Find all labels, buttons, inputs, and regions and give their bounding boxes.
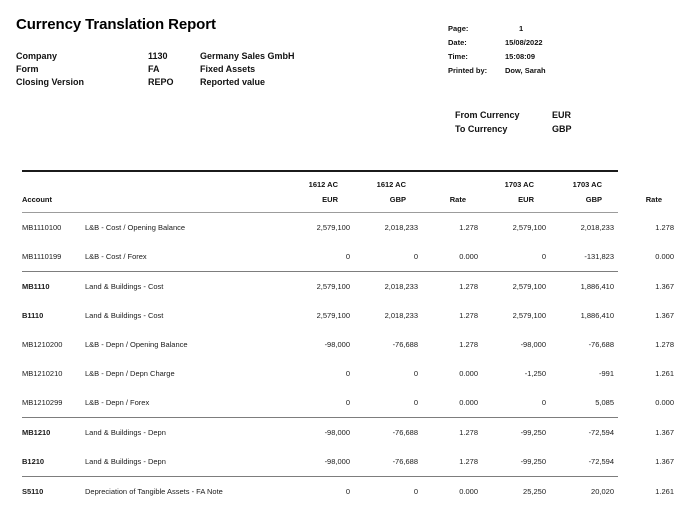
cell-value: 5,085 xyxy=(595,398,614,407)
table-row xyxy=(22,388,674,417)
cell-value: 1.278 xyxy=(459,282,478,291)
cell-value: -98,000 xyxy=(324,457,350,466)
table-header xyxy=(22,172,662,212)
cell-value: 2,579,100 xyxy=(512,311,546,320)
currency-label: From Currency xyxy=(455,110,520,120)
metadata-row xyxy=(448,22,546,36)
cell-account-description: L&B - Depn / Depn Charge xyxy=(85,369,175,378)
report-metadata xyxy=(448,22,546,78)
cell-value: 0.000 xyxy=(655,398,674,407)
cell-value: -131,823 xyxy=(584,252,614,261)
cell-value: 20,020 xyxy=(591,487,614,496)
cell-account-code: MB1210299 xyxy=(22,398,63,407)
cell-value: 1.261 xyxy=(655,487,674,496)
parameter-description: Germany Sales GmbH xyxy=(200,51,295,61)
parameter-label: Form xyxy=(16,64,39,74)
cell-value: 1,886,410 xyxy=(580,311,614,320)
cell-value: 1.278 xyxy=(459,457,478,466)
cell-value: 1.367 xyxy=(655,457,674,466)
currency-label: To Currency xyxy=(455,124,508,134)
metadata-value: 15:08:09 xyxy=(505,52,536,61)
cell-value: 0 xyxy=(345,398,350,407)
cell-value: 2,579,100 xyxy=(316,223,350,232)
column-header-top-1: 1612 AC xyxy=(376,180,406,189)
metadata-value: 15/08/2022 xyxy=(505,38,543,47)
cell-account-description: L&B - Depn / Forex xyxy=(85,398,150,407)
cell-value: 0 xyxy=(541,398,546,407)
cell-account-description: Land & Buildings - Depn xyxy=(85,457,166,466)
currency-row xyxy=(455,108,572,122)
parameter-row xyxy=(16,63,295,76)
cell-value: 1.261 xyxy=(655,369,674,378)
metadata-label: Printed by: xyxy=(448,66,488,75)
cell-value: -1,250 xyxy=(524,369,546,378)
table-row xyxy=(22,359,674,388)
cell-account-code: B1110 xyxy=(22,311,44,320)
cell-value: -99,250 xyxy=(520,457,546,466)
metadata-value: Dow, Sarah xyxy=(505,66,546,75)
page-title: Currency Translation Report xyxy=(16,16,216,33)
column-header-bottom-1: GBP xyxy=(389,195,406,204)
header-gap xyxy=(466,195,478,204)
table-row xyxy=(22,272,674,301)
table-row xyxy=(22,418,674,447)
cell-value: -76,688 xyxy=(588,340,614,349)
cell-value: 0.000 xyxy=(459,487,478,496)
cell-value: 1.278 xyxy=(655,223,674,232)
header-gap xyxy=(466,180,478,189)
column-header-top-4: 1703 AC xyxy=(572,180,602,189)
cell-account-code: B1210 xyxy=(22,457,45,466)
cell-value: 1,886,410 xyxy=(580,282,614,291)
cell-account-code: MB1210200 xyxy=(22,340,63,349)
cell-value: 0 xyxy=(345,252,350,261)
table-row xyxy=(22,447,674,476)
table-row xyxy=(22,477,674,506)
cell-value: 25,250 xyxy=(523,487,546,496)
cell-value: -98,000 xyxy=(324,428,350,437)
cell-value: -76,688 xyxy=(392,428,418,437)
parameter-row xyxy=(16,50,295,63)
cell-account-code: MB1210210 xyxy=(22,369,63,378)
cell-value: -76,688 xyxy=(392,340,418,349)
column-header-bottom-4: GBP xyxy=(585,195,602,204)
cell-value: -99,250 xyxy=(520,428,546,437)
cell-value: 2,579,100 xyxy=(512,282,546,291)
cell-value: 0 xyxy=(413,252,418,261)
cell-account-description: Land & Buildings - Cost xyxy=(85,311,164,320)
metadata-row xyxy=(448,50,546,64)
currency-conversion-block xyxy=(455,108,572,136)
cell-account-description: Land & Buildings - Depn xyxy=(85,428,166,437)
header-gap xyxy=(534,180,546,189)
cell-value: 1.278 xyxy=(459,340,478,349)
cell-value: -76,688 xyxy=(392,457,418,466)
parameter-row xyxy=(16,76,295,89)
cell-account-code: MB1110199 xyxy=(22,252,62,261)
cell-value: 0 xyxy=(345,369,350,378)
cell-value: 0.000 xyxy=(459,252,478,261)
cell-account-description: L&B - Cost / Forex xyxy=(85,252,147,261)
column-header-top-3: 1703 AC xyxy=(504,180,534,189)
cell-value: 1.278 xyxy=(655,340,674,349)
cell-account-code: MB1110 xyxy=(22,282,50,291)
report-table xyxy=(22,170,674,506)
cell-value: 2,579,100 xyxy=(316,282,350,291)
cell-value: 2,018,233 xyxy=(384,311,418,320)
cell-value: -98,000 xyxy=(324,340,350,349)
header-gap xyxy=(602,180,614,189)
cell-value: 2,579,100 xyxy=(512,223,546,232)
header-gap xyxy=(338,195,350,204)
cell-value: 1.278 xyxy=(459,311,478,320)
cell-value: 0.000 xyxy=(459,369,478,378)
cell-value: 2,018,233 xyxy=(384,282,418,291)
parameter-code: FA xyxy=(148,64,160,74)
cell-value: -72,594 xyxy=(588,428,614,437)
column-header-top-5 xyxy=(614,180,662,189)
parameter-label: Company xyxy=(16,51,58,61)
header-spacer-account xyxy=(22,180,85,189)
metadata-label: Time: xyxy=(448,52,468,61)
metadata-row xyxy=(448,36,546,50)
header-spacer-description xyxy=(85,180,282,189)
cell-account-code: MB1210 xyxy=(22,428,51,437)
column-header-top-0: 1612 AC xyxy=(308,180,338,189)
table-header-bottom-line xyxy=(22,195,662,204)
cell-value: 1.367 xyxy=(655,428,674,437)
table-body xyxy=(22,213,674,506)
header-gap xyxy=(338,180,350,189)
metadata-row xyxy=(448,64,546,78)
cell-value: -98,000 xyxy=(520,340,546,349)
parameter-code: 1130 xyxy=(148,51,168,61)
parameter-code: REPO xyxy=(148,77,174,87)
cell-value: 0 xyxy=(541,252,546,261)
cell-account-description: Land & Buildings - Cost xyxy=(85,282,164,291)
column-header-top-2 xyxy=(418,180,466,189)
cell-value: 0 xyxy=(413,398,418,407)
cell-value: -991 xyxy=(598,369,614,378)
report-parameters xyxy=(16,50,295,89)
column-header-bottom-3: EUR xyxy=(518,195,534,204)
cell-account-description: L&B - Cost / Opening Balance xyxy=(85,223,186,232)
header-gap xyxy=(406,195,418,204)
cell-value: 1.278 xyxy=(459,428,478,437)
header-gap xyxy=(406,180,418,189)
cell-value: 2,018,233 xyxy=(580,223,614,232)
column-header-bottom-0: EUR xyxy=(322,195,338,204)
cell-account-description: Depreciation of Tangible Assets - FA Note xyxy=(85,487,223,496)
header-gap xyxy=(534,195,546,204)
table-header-top-line xyxy=(22,180,618,189)
metadata-value: 1 xyxy=(519,24,524,33)
table-row xyxy=(22,301,674,330)
cell-value: 1.278 xyxy=(459,223,478,232)
cell-value: 0 xyxy=(413,369,418,378)
currency-value: EUR xyxy=(552,110,572,120)
column-header-bottom-5: Rate xyxy=(645,195,662,204)
cell-value: 2,579,100 xyxy=(316,311,350,320)
metadata-label: Page: xyxy=(448,24,469,33)
cell-account-code: MB1110100 xyxy=(22,223,62,232)
cell-value: 0 xyxy=(345,487,350,496)
column-header-bottom-2: Rate xyxy=(449,195,466,204)
parameter-description: Fixed Assets xyxy=(200,64,256,74)
cell-account-code: S5110 xyxy=(22,487,44,496)
cell-account-description: L&B - Depn / Opening Balance xyxy=(85,340,188,349)
table-row xyxy=(22,213,674,242)
header-gap xyxy=(602,195,614,204)
cell-value: -72,594 xyxy=(588,457,614,466)
currency-value: GBP xyxy=(552,124,572,134)
cell-value: 1.367 xyxy=(655,311,674,320)
header-spacer-description xyxy=(85,195,282,204)
cell-value: 0.000 xyxy=(655,252,674,261)
cell-value: 0 xyxy=(413,487,418,496)
cell-value: 0.000 xyxy=(459,398,478,407)
table-row xyxy=(22,242,674,271)
table-row xyxy=(22,330,674,359)
metadata-label: Date: xyxy=(448,38,467,47)
cell-value: 1.367 xyxy=(655,282,674,291)
parameter-label: Closing Version xyxy=(16,77,85,87)
column-header-account: Account xyxy=(22,195,52,204)
currency-row xyxy=(455,122,572,136)
cell-value: 2,018,233 xyxy=(384,223,418,232)
parameter-description: Reported value xyxy=(200,77,266,87)
